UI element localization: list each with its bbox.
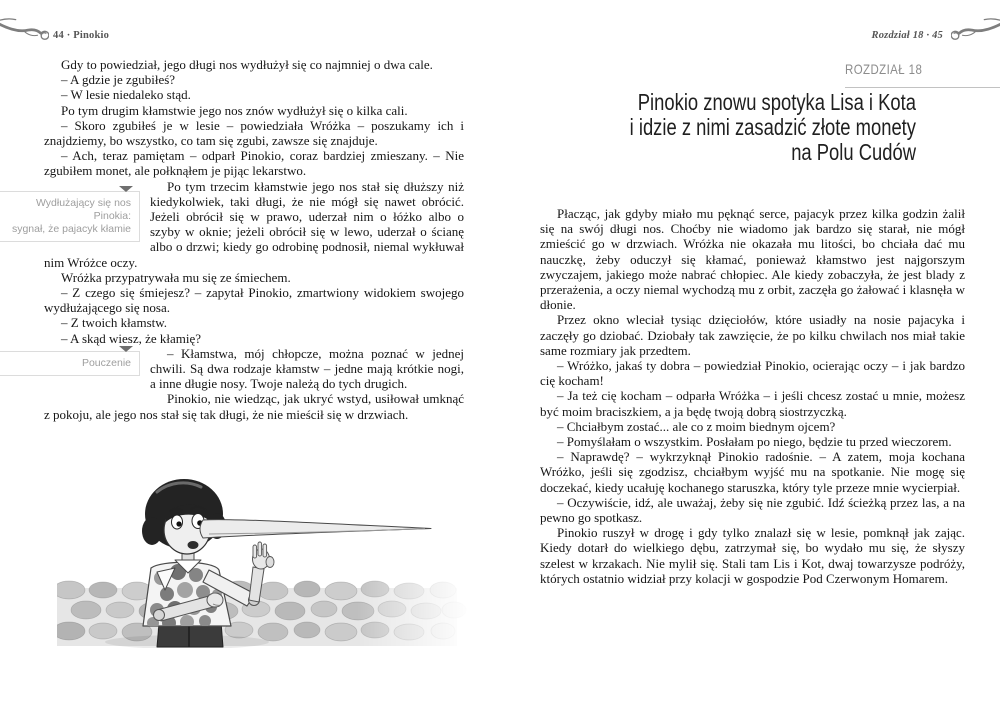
paragraph-text: – A skąd wiesz, że kłamię? [61,330,202,346]
chapter-head [845,61,1000,88]
note-pointer-icon [119,346,133,352]
paragraph [44,391,464,421]
right-page-body [540,206,965,586]
paragraph-text: – Ach, teraz pamiętam – odparł Pinokio, coraz bardziej zmieszany. – Nie zgubiłem monet, ale połknąłem je pijąc lekarstwo. [44,148,464,179]
paragraph [44,315,464,330]
paragraph [44,103,464,118]
paragraph [540,434,965,449]
paragraph [44,148,464,178]
paragraph [44,57,464,72]
margin-note-moral [0,351,140,376]
paragraph-text: Płacząc, jak gdyby miało mu pęknąć serce, pajacyk przez kilka godzin żalił się na swój długi nos. Choćby nie wiadomo jak bardzo się starał, nie mógł zmieścić go w drzwiach. Wróżka nie okazała mu litości, bo chciała dać mu nauczkę, żeby oduczył się kłamać, ponieważ kłamstwo jest najgorszym zwyczajem, jakiego może nabrać chłopiec. Ale kiedy zobaczyła, że jest blady z przerażenia, a oczy niemal wychodzą mu z orbit, zaczęła go żałować i klasnęła w dłonie. [540,206,965,313]
paragraph-text: Przez okno wleciał tysiąc dzięciołów, które usiadły na nosie pajacyka i zaczęły go dziobać. Dziobały tak zawzięcie, że po kilku chwilach nos miał takie same rozmiary jak przedtem. [540,312,965,358]
paragraph-text: – Oczywiście, idź, ale uważaj, żeby się nie zgubić. Idź ścieżką przez las, a na pewno go spotkasz. [540,494,965,526]
paragraph [540,495,965,525]
running-head-left: 44 · Pinokio [53,30,110,41]
paragraph-text: Gdy to powiedział, jego długi nos wydłużył się co najmniej o dwa cale. [61,57,433,72]
stone-wall [57,576,470,648]
paragraph [540,358,965,388]
chapter-title-line: i idzie z nimi zasadzić złote monety [629,114,916,140]
paragraph [540,525,965,586]
chapter-title-line: Pinokio znowu spotyka Lisa i Kota [637,89,916,115]
margin-note-anchor [0,179,150,241]
paragraph-text: – Wróżko, jakaś ty dobra – powiedział Pinokio, ocierając oczy – i jak bardzo cię kocham! [540,358,965,389]
paragraph [11,178,464,270]
left-page-body [11,57,464,422]
paragraph-text: – Z twoich kłamstw. [61,315,168,331]
paragraph-text: Po tym drugim kłamstwie jego nos znów wydłużył się o kilka cali. [61,102,408,118]
paragraph-text: Po tym trzecim kłamstwie jego nos stał się dłuższy niż kiedykolwiek, taki długi, że nie mógł się nawet obrócić. Jeżeli obrócił się w prawo, uderzał nim o łóżko albo o szyby w oknie; jeżeli obrócił się w lewo, uderzał o ścianę albo o drzwi; kiedy go odrobinę podnosił, niemal wykłuwał nim Wróżce oczy. [44,178,464,270]
paragraph-text: – Ja też cię kocham – odparła Wróżka – i jeśli chcesz zostać u mnie, możesz być moim braciszkiem, a ja będę twoją dobrą siostrzyczką. [540,388,965,419]
paragraph [44,270,464,285]
margin-note-long-nose [0,191,140,242]
paragraph-text: Pinokio ruszył w drogę i gdy tylko znalazł się w lesie, pomknął jak zając. Kiedy dotarł do wielkiego dębu, zatrzymał się, bo wydało mu się, że słyszy szelest w krzakach. Nie mylił się. Stali tam Lis i Kot, dwaj towarzysze podróży, których ostatnio widział przy kolacji w gospodzie Pod Czerwonym Homarem. [540,525,965,586]
paragraph-text: – Skoro zgubiłeś je w lesie – powiedziała Wróżka – poszukamy ich i znajdziemy, bo wszystko, co tam się zgubi, zawsze się znajduje. [44,117,464,149]
pinocchio-mouth [188,541,199,549]
paragraph [540,206,965,312]
paragraph [44,331,464,346]
paragraph-text: – Pomyślałam o wszystkim. Posłałam po niego, będzie tu przed wieczorem. [557,434,952,450]
margin-note-anchor [0,346,150,392]
margin-note-text: sygnał, że pajacyk kłamie [11,222,131,235]
margin-note-text: Wydłużający się nos Pinokia: [35,196,131,222]
paragraph-text: – W lesie niedaleko stąd. [61,87,191,103]
pinocchio-nose [200,520,431,538]
paragraph [540,419,965,434]
paragraph [540,449,965,495]
pinocchio-illustration [57,476,470,648]
paragraph-text: Pinokio, nie wiedząc, jak ukryć wstyd, usiłował umknąć z pokoju, ale jego nos stał się tak długi, że nie mieścił się w drzwiach. [44,391,464,422]
paragraph-text: – A gdzie je zgubiłeś? [61,72,176,88]
paragraph [44,118,464,148]
paragraph-text: Wróżka przypatrywała mu się ze śmiechem. [61,269,291,285]
corner-flourish-right-icon [951,14,1000,44]
paragraph [540,312,965,358]
paragraph [44,87,464,102]
chapter-label: ROZDZIAŁ 18 [845,61,923,77]
pinocchio-eye-left [172,515,183,529]
paragraph-text: – Naprawdę? – wykrzyknął Pinokio radośnie. – A zatem, moja kochana Wróżko, jeśli się zgodzisz, chciałbym wyjść mu na spotkanie. Nie mogę się doczekać, kiedy ucałuję kochanego staruszka, który tyle przeze mnie wycierpiał. [540,449,965,495]
chapter-title-line: na Polu Cudów [791,139,916,165]
corner-flourish-left-icon [0,14,49,44]
paragraph [44,72,464,87]
paragraph-text: – Z czego się śmiejesz? – zapytał Pinokio, zmartwiony widokiem swojego wydłużającego się nosa. [44,285,464,316]
paragraph-text: – Chciałbym zostać... ale co z moim biednym ojcem? [557,418,836,434]
running-head-right: Rozdział 18 · 45 [871,30,943,41]
pinocchio-head [142,479,226,554]
paragraph [540,388,965,418]
margin-note-text: Pouczenie [81,356,131,369]
note-pointer-icon [119,186,133,192]
chapter-title [615,90,916,165]
paragraph [44,346,464,392]
paragraph-text: – Kłamstwa, mój chłopcze, można poznać w jednej chwili. Są dwa rodzaje kłamstw – jedne mają krótkie nogi, a inne długie nosy. Twoje należą do tych drugich. [150,345,464,392]
paragraph [44,285,464,315]
